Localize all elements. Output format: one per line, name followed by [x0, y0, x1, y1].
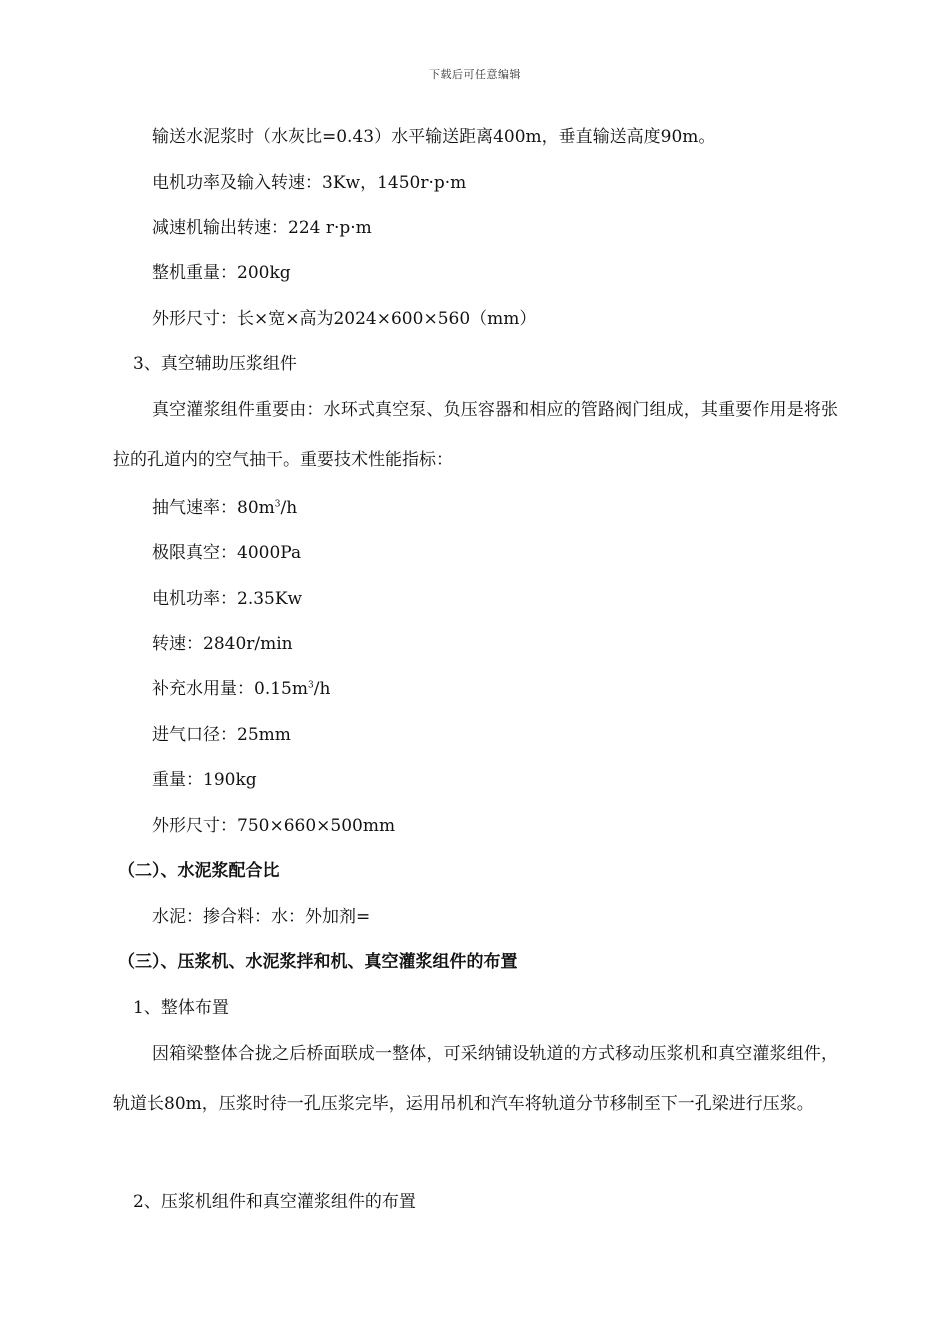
text-line-ultimate-vacuum: 极限真空：4000Pa	[152, 543, 302, 563]
section-title-overall-layout: 1、整体布置	[133, 998, 229, 1018]
text-line-reducer-speed: 减速机输出转速：224 r·p·m	[152, 218, 372, 238]
text-line-suction-rate: 抽气速率：$80m^3/h$	[152, 498, 298, 518]
text-line-water-usage: 补充水用量：$0.15m^3/h$	[152, 679, 331, 699]
section-heading-layout: （三）、压浆机、水泥浆拌和机、真空灌浆组件的布置	[118, 952, 518, 972]
section-heading-mix-ratio: （二）、水泥浆配合比	[118, 861, 280, 881]
text-line-vacuum-weight: 重量：190kg	[152, 770, 257, 790]
text-line-dimensions: 外形尺寸：长×宽×高为2024×600×560（mm）	[152, 309, 537, 329]
text-line-machine-weight: 整机重量：200kg	[152, 263, 291, 283]
paragraph-vacuum-assembly: 真空灌浆组件重要由：水环式真空泵、负压容器和相应的管路阀门组成，其重要作用是将张拉的孔道内的空气抽干。重要技术性能指标：	[113, 400, 838, 470]
text-line-vacuum-motor-power: 电机功率：2.35Kw	[152, 589, 303, 609]
paragraph-overall-layout: 因箱梁整体合拢之后桥面联成一整体，可采纳铺设轨道的方式移动压浆机和真空灌浆组件，轨道长80m，压浆时待一孔压浆完毕，运用吊机和汽车将轨道分节移制至下一孔梁进行压浆。	[113, 1044, 838, 1114]
text-line-motor-power: 电机功率及输入转速：3Kw，1450r·p·m	[152, 173, 467, 193]
text-line-mix-ratio: 水泥：掺合料：水：外加剂=	[152, 907, 371, 927]
section-title-component-layout: 2、压浆机组件和真空灌浆组件的布置	[133, 1192, 416, 1212]
section-title-vacuum-assembly: 3、真空辅助压浆组件	[133, 354, 297, 374]
text-line-pump-distance: 输送水泥浆时（水灰比=0.43）水平输送距离400m，垂直输送高度90m。	[152, 127, 716, 147]
text-line-vacuum-dimensions: 外形尺寸：750×660×500mm	[152, 816, 396, 836]
text-line-inlet-diameter: 进气口径：25mm	[152, 725, 291, 745]
page-header: 下载后可任意编辑	[429, 68, 521, 81]
text-line-rotation-speed: 转速：2840r/min	[152, 634, 293, 654]
